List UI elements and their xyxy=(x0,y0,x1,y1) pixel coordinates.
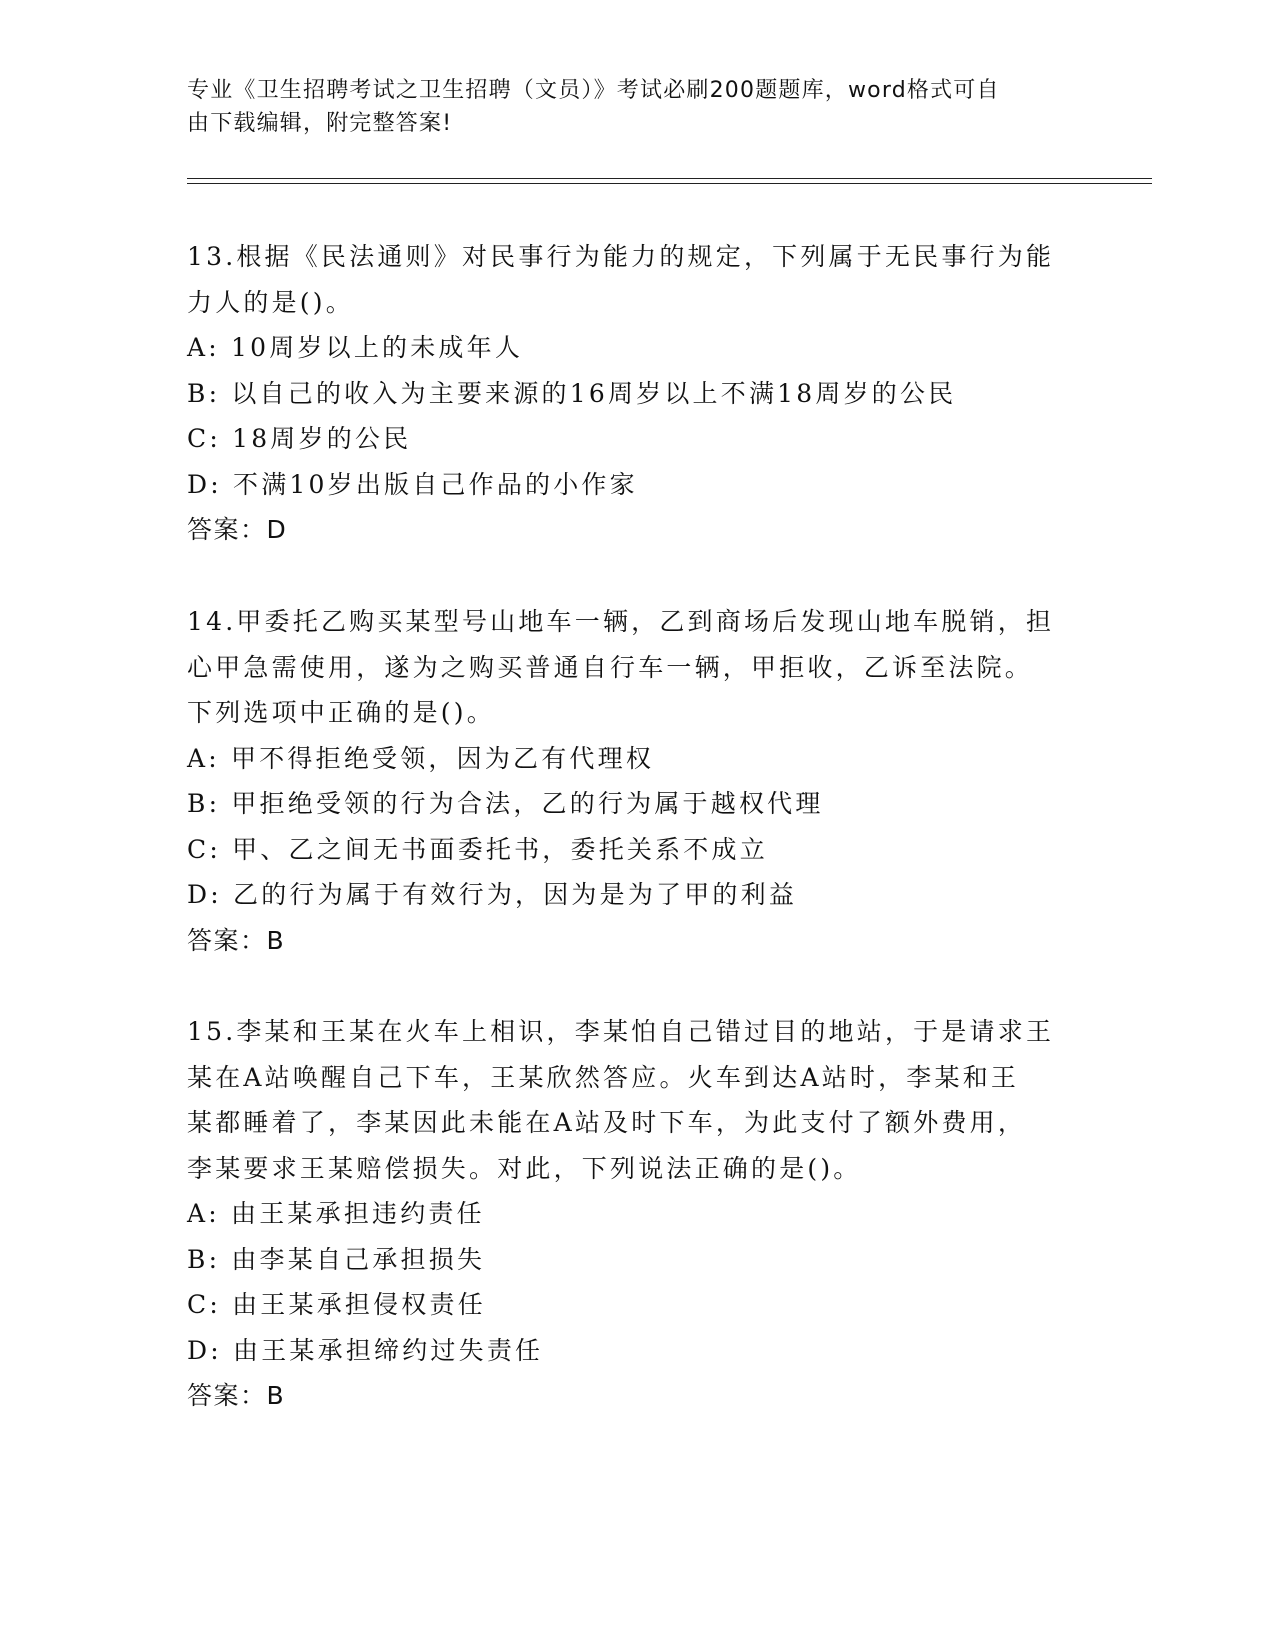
option-a: A: 由王某承担违约责任 xyxy=(187,1199,485,1228)
header-line-1: 专业《卫生招聘考试之卫生招聘（文员）》考试必刷200题题库，word格式可自 xyxy=(187,78,1000,103)
option-b: B: 甲拒绝受领的行为合法，乙的行为属于越权代理 xyxy=(187,789,824,818)
option-d: D: 乙的行为属于有效行为，因为是为了甲的利益 xyxy=(187,880,798,909)
question-14 xyxy=(187,599,1067,963)
option-b: B: 由李某自己承担损失 xyxy=(187,1244,486,1274)
header-divider-bottom xyxy=(187,183,1152,184)
question-stem-line: 下列选项中正确的是()。 xyxy=(187,698,495,727)
header-line-2: 由下载编辑，附完整答案! xyxy=(187,111,453,136)
question-stem-line: 心甲急需使用，遂为之购买普通自行车一辆，甲拒收，乙诉至法院。 xyxy=(187,652,1034,682)
option-c: C: 甲、乙之间无书面委托书，委托关系不成立 xyxy=(187,834,768,864)
header-divider-top xyxy=(187,178,1152,179)
question-13 xyxy=(187,234,1067,553)
question-stem-line: 某在A站唤醒自己下车，王某欣然答应。火车到达A站时，李某和王 xyxy=(187,1062,1020,1092)
option-b: B: 以自己的收入为主要来源的16周岁以上不满18周岁的公民 xyxy=(187,378,957,408)
question-stem-line: 某都睡着了，李某因此未能在A站及时下车，为此支付了额外费用， xyxy=(187,1108,1027,1137)
option-c: C: 由王某承担侵权责任 xyxy=(187,1290,486,1319)
question-stem-line: 14.甲委托乙购买某型号山地车一辆，乙到商场后发现山地车脱销，担 xyxy=(187,607,1055,636)
question-stem-line: 李某要求王某赔偿损失。对此，下列说法正确的是()。 xyxy=(187,1153,862,1183)
question-stem-line: 15.李某和王某在火车上相识，李某怕自己错过目的地站，于是请求王 xyxy=(187,1017,1055,1046)
answer-label: 答案：B xyxy=(187,1381,286,1410)
question-15 xyxy=(187,1009,1067,1419)
document-header xyxy=(187,74,1067,140)
option-a: A: 10周岁以上的未成年人 xyxy=(187,333,524,362)
option-c: C: 18周岁的公民 xyxy=(187,424,412,453)
answer-label: 答案：B xyxy=(187,925,286,955)
answer-label: 答案：D xyxy=(187,515,288,544)
option-d: D: 不满10岁出版自己作品的小作家 xyxy=(187,469,638,499)
option-d: D: 由王某承担缔约过失责任 xyxy=(187,1335,544,1365)
question-stem-line: 13.根据《民法通则》对民事行为能力的规定，下列属于无民事行为能 xyxy=(187,242,1055,271)
question-stem-line: 力人的是()。 xyxy=(187,287,354,317)
option-a: A: 甲不得拒绝受领，因为乙有代理权 xyxy=(187,743,655,773)
